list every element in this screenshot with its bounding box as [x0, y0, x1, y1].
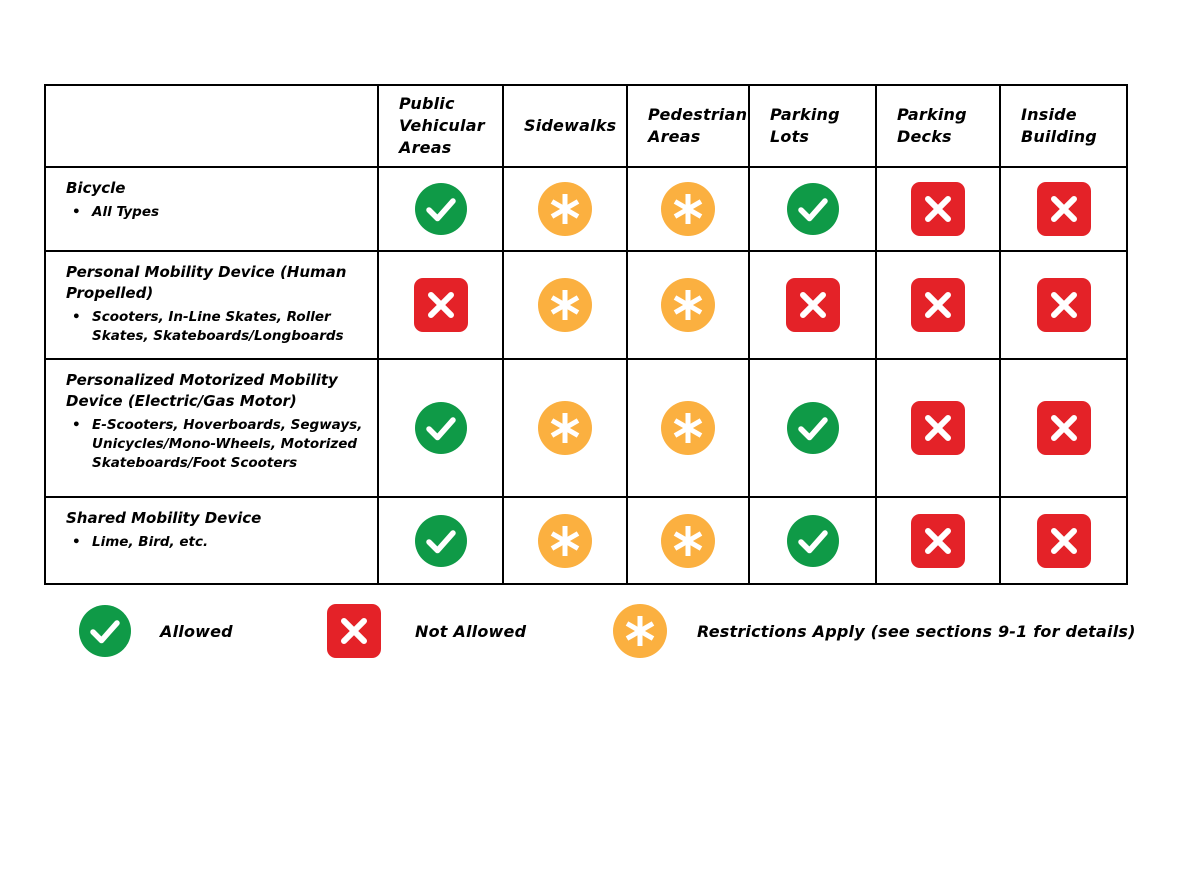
status-cell — [876, 251, 1000, 359]
row-bullet-list — [66, 203, 369, 222]
row-bullet-item: • Scooters, In-Line Skates, Roller Skates, Skateboards/Longboards — [92, 308, 369, 346]
asterisk-circle-icon — [661, 182, 715, 236]
x-square-icon — [1037, 514, 1091, 568]
asterisk-circle-icon — [661, 401, 715, 455]
table-row — [45, 167, 1127, 251]
status-cell — [503, 359, 627, 497]
table-row — [45, 359, 1127, 497]
status-cell — [503, 497, 627, 584]
x-square-icon — [786, 278, 840, 332]
asterisk-circle-icon — [661, 514, 715, 568]
legend-item-restricted — [613, 604, 1136, 658]
asterisk-circle-icon — [538, 182, 592, 236]
column-header: Parking Lots — [749, 85, 876, 167]
asterisk-circle-icon — [538, 278, 592, 332]
row-category-title: Personalized Motorized Mobility Device (Electric/Gas Motor) — [66, 371, 338, 410]
table-row — [45, 497, 1127, 584]
legend-label-allowed: Allowed — [160, 621, 233, 641]
status-cell — [503, 167, 627, 251]
column-header: Parking Decks — [876, 85, 1000, 167]
asterisk-circle-icon — [613, 604, 667, 658]
row-category-cell — [45, 497, 378, 584]
row-bullet-list — [66, 308, 369, 346]
status-cell — [1000, 359, 1127, 497]
x-square-icon — [1037, 278, 1091, 332]
legend-label-not-allowed: Not Allowed — [415, 621, 527, 641]
asterisk-circle-icon — [661, 278, 715, 332]
x-square-icon — [911, 182, 965, 236]
check-circle-icon — [414, 401, 468, 455]
status-cell — [1000, 251, 1127, 359]
row-bullet-list — [66, 533, 369, 552]
header-corner-cell — [45, 85, 378, 167]
status-cell — [749, 359, 876, 497]
row-category-cell — [45, 167, 378, 251]
column-header: Pedestrian Areas — [627, 85, 749, 167]
status-cell — [503, 251, 627, 359]
legend — [0, 604, 1180, 664]
x-square-icon — [1037, 182, 1091, 236]
legend-item-allowed — [78, 604, 233, 658]
legend-label-restricted: Restrictions Apply (see sections 9-1 for details) — [697, 621, 1136, 641]
column-header: Public Vehicular Areas — [378, 85, 503, 167]
status-cell — [378, 497, 503, 584]
status-cell — [627, 359, 749, 497]
status-cell — [1000, 167, 1127, 251]
check-circle-icon — [78, 604, 132, 658]
row-category-cell — [45, 251, 378, 359]
x-square-icon — [911, 401, 965, 455]
row-bullet-item: • E-Scooters, Hoverboards, Segways, Unicycles/Mono-Wheels, Motorized Skateboards/Foot Scooters — [92, 416, 369, 473]
row-category-cell — [45, 359, 378, 497]
row-bullet-list — [66, 416, 369, 473]
status-cell — [876, 497, 1000, 584]
asterisk-circle-icon — [538, 514, 592, 568]
row-bullet-item: • All Types — [92, 203, 369, 222]
x-square-icon — [1037, 401, 1091, 455]
check-circle-icon — [414, 514, 468, 568]
check-circle-icon — [786, 514, 840, 568]
asterisk-circle-icon — [538, 401, 592, 455]
status-cell — [876, 359, 1000, 497]
check-circle-icon — [414, 182, 468, 236]
legend-item-not-allowed — [327, 604, 526, 658]
check-circle-icon — [786, 182, 840, 236]
column-header: Inside Building — [1000, 85, 1127, 167]
status-cell — [378, 167, 503, 251]
status-cell — [749, 497, 876, 584]
row-category-title: Shared Mobility Device — [66, 509, 262, 527]
status-cell — [749, 251, 876, 359]
status-cell — [378, 359, 503, 497]
column-header: Sidewalks — [503, 85, 627, 167]
row-category-title: Personal Mobility Device (Human Propelled) — [66, 263, 347, 302]
status-cell — [1000, 497, 1127, 584]
row-bullet-item: • Lime, Bird, etc. — [92, 533, 369, 552]
x-square-icon — [414, 278, 468, 332]
x-square-icon — [911, 514, 965, 568]
row-category-title: Bicycle — [66, 179, 126, 197]
x-square-icon — [911, 278, 965, 332]
status-cell — [627, 497, 749, 584]
status-cell — [378, 251, 503, 359]
status-cell — [749, 167, 876, 251]
status-cell — [627, 167, 749, 251]
status-cell — [876, 167, 1000, 251]
mobility-device-table — [44, 84, 1128, 585]
x-square-icon — [327, 604, 381, 658]
status-cell — [627, 251, 749, 359]
table-row — [45, 251, 1127, 359]
header-row — [45, 85, 1127, 167]
check-circle-icon — [786, 401, 840, 455]
